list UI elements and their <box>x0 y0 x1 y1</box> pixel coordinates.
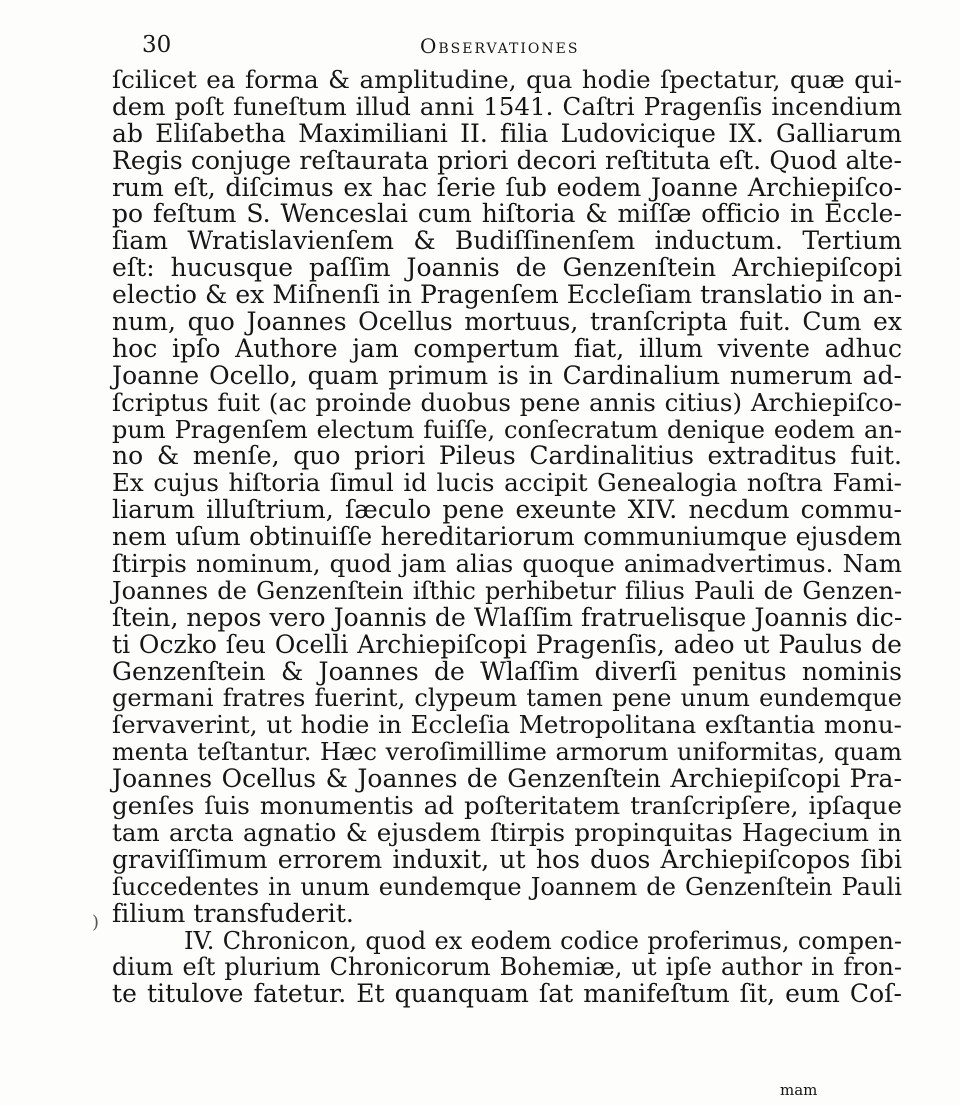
text-line: ſiam Wratislavienſem & Budiſſinenſem inductum. Tertium <box>112 226 902 256</box>
text-line: IV. Chronicon, quod ex eodem codice proferimus, compen- <box>184 926 902 955</box>
text-line: hoc ipſo Authore jam compertum fiat, illum vivente adhuc <box>112 333 902 363</box>
text-line: genſes ſuis monumentis ad poſteritatem tranſcripſere, ipſaque <box>112 791 902 821</box>
text-line: dem poſt funeſtum illud anni 1541. Caſtri Pragenſis incendium <box>112 91 902 121</box>
text-line: germani fratres fuerint, clypeum tamen pene unum eundemque <box>112 684 902 713</box>
running-head: Observationes <box>420 34 580 58</box>
text-line: no & menſe, quo priori Pileus Cardinalitius extraditus fuit. <box>112 441 902 471</box>
text-line: filium transfuderit. <box>112 898 354 928</box>
text-line: graviſſimum errorem induxit, ut hos duos Archiepiſcopos ſibi <box>112 844 902 874</box>
text-line: num, quo Joannes Ocellus mortuus, tranſcripta fuit. Cum ex <box>112 307 902 337</box>
text-line: menta teſtantur. Hæc veroſimillime armorum uniformitas, quam <box>112 738 902 767</box>
text-line: Genzenſtein & Joannes de Wlaſſim diverſi penitus nominis <box>112 656 902 686</box>
text-line: Joannes de Genzenſtein iſthic perhibetur filius Pauli de Genzen- <box>112 576 902 605</box>
text-line: liarum illuſtrium, ſæculo pene exeunte XIV. necdum commu- <box>112 495 902 525</box>
text-line: dium eſt plurium Chronicorum Bohemiæ, ut ipſe author in fron- <box>112 953 902 982</box>
text-line: ſcriptus fuit (ac proinde duobus pene annis citius) Archiepiſco- <box>112 387 902 417</box>
text-line: eſt: hucusque paſſim Joannis de Genzenſtein Archiepiſcopi <box>112 253 902 283</box>
text-line: ab Eliſabetha Maximiliani II. filia Ludovicique IX. Galliarum <box>112 118 902 148</box>
text-line: Joannes Ocellus & Joannes de Genzenſtein Archiepiſcopi Pra- <box>112 764 902 794</box>
text-line: ti Oczko ſeu Ocelli Archiepiſcopi Pragenſis, adeo ut Paulus de <box>112 629 902 659</box>
page-header <box>142 32 902 62</box>
text-line: rum eſt, diſcimus ex hac ſerie ſub eodem Joanne Archiepiſco- <box>112 172 902 202</box>
text-line: tam arcta agnatio & ejusdem ſtirpis propinquitas Hagecium in <box>112 817 902 847</box>
text-line: ſuccedentes in unum eundemque Joannem de Genzenſtein Pauli <box>112 872 902 901</box>
text-line: electio & ex Miſnenſi in Pragenſem Eccleſiam translatio in an- <box>112 280 903 310</box>
text-line: ſcilicet ea forma & amplitudine, qua hodie ſpectatur, quæ qui- <box>112 65 902 94</box>
text-line: ſtirpis nominum, quod jam alias quoque animadvertimus. Nam <box>112 549 902 579</box>
catchword: mam <box>780 1081 818 1099</box>
text-line: Joanne Ocello, quam primum is in Cardinalium numerum ad- <box>112 360 902 390</box>
text-line: pum Pragenſem electum fuiſſe, conſecratum denique eodem an- <box>112 415 902 444</box>
text-line: Regis conjuge reſtaurata priori decori reſtituta eſt. Quod alte- <box>112 145 902 175</box>
text-line: ſtein, nepos vero Joannis de Wlaſſim fratruelisque Joannis dic- <box>112 602 903 632</box>
margin-mark: ) <box>92 912 100 933</box>
text-line: Ex cujus hiſtoria ſimul id lucis accipit Genealogia noſtra Fami- <box>112 468 902 498</box>
body-text <box>112 67 902 1008</box>
text-line: ſervaverint, ut hodie in Eccleſia Metropolitana exſtantia monu- <box>112 710 902 740</box>
text-line: nem uſum obtinuiſſe hereditariorum communiumque ejusdem <box>112 522 902 552</box>
page-number: 30 <box>142 32 172 58</box>
text-line: te titulove fatetur. Et quanquam ſat manifeſtum ſit, eum Coſ- <box>112 979 902 1009</box>
text-line: po feſtum S. Wenceslai cum hiſtoria & miſſæ officio in Eccle- <box>112 199 902 229</box>
